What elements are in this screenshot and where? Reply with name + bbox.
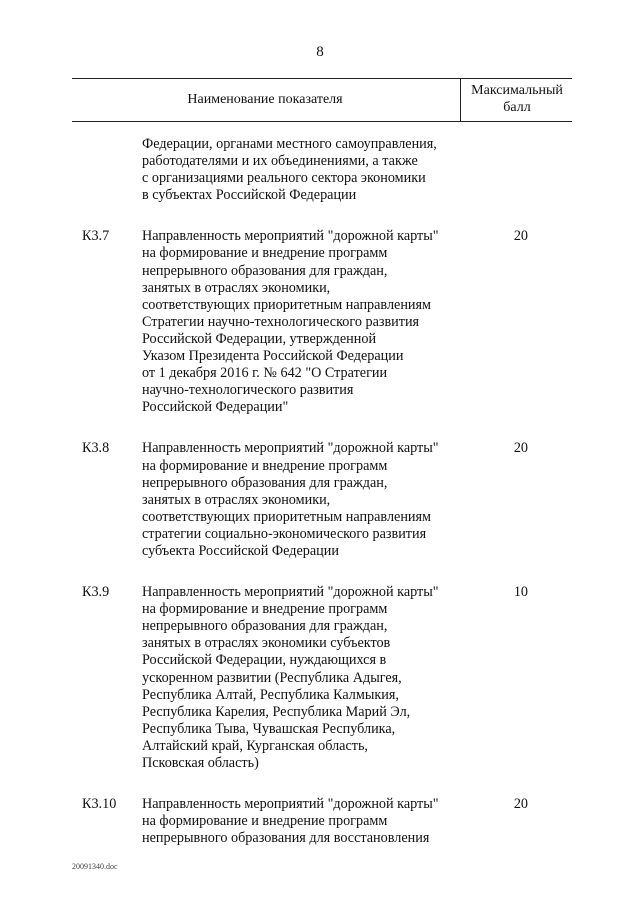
description-line: занятых в отраслях экономики субъектов: [142, 635, 391, 652]
table-row: [82, 796, 552, 847]
max-score-value: 20: [513, 228, 528, 245]
description-line: ускоренном развитии (Республика Адыгея,: [142, 669, 402, 686]
description-line: занятых в отраслях экономики,: [142, 279, 331, 296]
max-score-value: 20: [513, 796, 528, 813]
description-line: занятых в отраслях экономики,: [142, 491, 331, 508]
description-line: на формирование и внедрение программ: [142, 601, 388, 618]
max-score-label-line-2: балл: [503, 100, 531, 115]
table-row: [82, 584, 552, 772]
description-line: непрерывного образования для восстановления: [142, 830, 430, 847]
description-line: Направленность мероприятий "дорожной карты": [142, 796, 439, 813]
column-header-max-score: [462, 82, 572, 116]
max-score-value: [472, 136, 552, 204]
description-line: Направленность мероприятий "дорожной карты": [142, 228, 439, 245]
description-line: Республика Алтай, Республика Калмыкия,: [142, 686, 399, 703]
description-line: непрерывного образования для граждан,: [142, 262, 388, 279]
indicator-code: К3.7: [82, 228, 110, 245]
description-line: соответствующих приоритетным направлениям: [142, 508, 432, 525]
description-line: на формирование и внедрение программ: [142, 457, 388, 474]
table-header: [72, 78, 572, 122]
table-row: [82, 136, 552, 204]
description-line: Направленность мероприятий "дорожной карты": [142, 584, 439, 601]
indicator-code: К3.10: [82, 796, 117, 813]
description-line: Стратегии научно-технологического развития: [142, 313, 420, 330]
description-line: непрерывного образования для граждан,: [142, 618, 388, 635]
indicator-code: [82, 136, 142, 204]
description-line: работодателями и их объединениями, а также: [142, 153, 418, 170]
description-line: Российской Федерации, нуждающихся в: [142, 652, 387, 669]
description-line: стратегии социально-экономического развития: [142, 525, 427, 542]
description-line: Российской Федерации, утвержденной: [142, 330, 377, 347]
indicator-description: [142, 796, 472, 847]
max-score-label-line-1: Максимальный: [471, 83, 563, 98]
description-line: соответствующих приоритетным направлениям: [142, 296, 432, 313]
max-score-value: 20: [513, 440, 528, 457]
description-line: Направленность мероприятий "дорожной карты": [142, 440, 439, 457]
indicator-code: К3.9: [82, 584, 110, 601]
description-line: Алтайский край, Курганская область,: [142, 737, 368, 754]
description-line: в субъектах Российской Федерации: [142, 187, 357, 204]
max-score-value: 10: [513, 584, 528, 601]
description-line: Указом Президента Российской Федерации: [142, 348, 404, 365]
description-line: с организациями реального сектора экономики: [142, 170, 426, 187]
description-line: Федерации, органами местного самоуправления,: [142, 136, 437, 152]
description-line: Российской Федерации": [142, 399, 289, 416]
column-header-indicator-name: Наименование показателя: [187, 92, 343, 107]
description-line: на формирование и внедрение программ: [142, 245, 388, 262]
page-number: 8: [316, 44, 324, 60]
indicator-table-body: [82, 136, 552, 847]
table-row: [82, 228, 552, 416]
indicator-description: [142, 228, 472, 416]
indicator-description: [142, 440, 472, 560]
description-line: Республика Тыва, Чувашская Республика,: [142, 720, 396, 737]
description-line: научно-технологического развития: [142, 382, 354, 399]
description-line: на формирование и внедрение программ: [142, 813, 388, 830]
description-line: от 1 декабря 2016 г. № 642 "О Стратегии: [142, 365, 388, 382]
table-row: [82, 440, 552, 560]
description-line: непрерывного образования для граждан,: [142, 474, 388, 491]
indicator-description: [142, 584, 472, 772]
description-line: Псковская область): [142, 755, 259, 771]
footer-filename: 20091340.doc: [72, 862, 118, 871]
indicator-code: К3.8: [82, 440, 110, 457]
description-line: Республика Карелия, Республика Марий Эл,: [142, 703, 411, 720]
description-line: субъекта Российской Федерации: [142, 542, 339, 559]
column-divider: [460, 79, 461, 121]
indicator-description: [142, 136, 472, 204]
